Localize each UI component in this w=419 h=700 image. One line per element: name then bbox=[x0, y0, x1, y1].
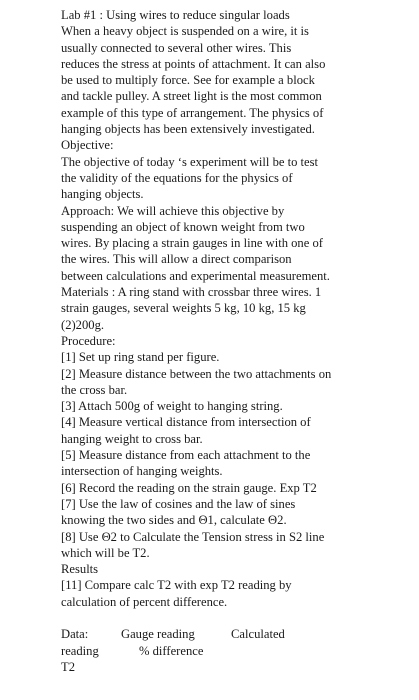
materials-line: Materials : A ring stand with crossbar three wires. 1 bbox=[61, 285, 322, 300]
t2-row-label: T2 bbox=[61, 659, 75, 674]
objective-line: The objective of today ‘s experiment will be to test bbox=[61, 154, 319, 169]
materials-line: (2)200g. bbox=[61, 317, 105, 332]
intro-line: reduces the stress at points of attachment. It can also bbox=[61, 56, 326, 71]
procedure-step: [7] Use the law of cosines and the law of sines bbox=[61, 496, 296, 511]
gauge-reading-header: Gauge reading bbox=[121, 627, 195, 642]
approach-line: Approach: We will achieve this objective by bbox=[61, 203, 285, 218]
procedure-step: [6] Record the reading on the strain gauge. Exp T2 bbox=[61, 480, 317, 495]
approach-line: the wires. This will allow a direct comparison bbox=[61, 252, 292, 267]
intro-line: and tackle pulley. A street light is the most common bbox=[61, 89, 322, 104]
intro-line: be used to multiply force. See for example a block bbox=[61, 73, 315, 88]
procedure-step: [3] Attach 500g of weight to hanging string. bbox=[61, 399, 283, 414]
objective-line: hanging objects. bbox=[61, 187, 144, 202]
procedure-step: the cross bar. bbox=[61, 382, 128, 397]
data-label: Data: bbox=[61, 627, 89, 642]
procedure-heading: Procedure: bbox=[61, 333, 116, 348]
materials-line: strain gauges, several weights 5 kg, 10 kg, 15 kg bbox=[61, 301, 306, 316]
intro-line: example of this type of arrangement. The physics of bbox=[61, 105, 324, 120]
lab-title: Lab #1 : Using wires to reduce singular loads bbox=[61, 8, 290, 22]
intro-line: When a heavy object is suspended on a wire, it is bbox=[61, 24, 309, 39]
percent-difference-header: % difference bbox=[139, 643, 204, 658]
procedure-step: [2] Measure distance between the two attachments on bbox=[61, 366, 332, 381]
calculated-header: Calculated bbox=[231, 627, 285, 642]
procedure-step: knowing the two sides and Θ1, calculate Θ2. bbox=[61, 513, 287, 528]
approach-line: wires. By placing a strain gauges in line with one of bbox=[61, 236, 323, 251]
procedure-step: hanging weight to cross bar. bbox=[61, 431, 203, 446]
procedure-step: [1] Set up ring stand per figure. bbox=[61, 350, 220, 365]
procedure-step: [5] Measure distance from each attachment to the bbox=[61, 448, 311, 463]
blank-line bbox=[61, 610, 411, 626]
intro-line: hanging objects has been extensively investigated. bbox=[61, 122, 315, 137]
procedure-step: [4] Measure vertical distance from intersection of bbox=[61, 415, 311, 430]
data-table-subheader bbox=[61, 643, 411, 659]
reading-label: reading bbox=[61, 643, 99, 658]
results-line: calculation of percent difference. bbox=[61, 594, 228, 609]
intro-line: usually connected to several other wires. This bbox=[61, 40, 292, 55]
procedure-step: [8] Use Θ2 to Calculate the Tension stress in S2 line bbox=[61, 529, 325, 544]
results-line: [11] Compare calc T2 with exp T2 reading by bbox=[61, 578, 292, 593]
lab-document bbox=[61, 7, 411, 675]
data-table-header bbox=[61, 626, 411, 642]
objective-line: the validity of the equations for the physics of bbox=[61, 170, 293, 185]
objective-heading: Objective: bbox=[61, 138, 114, 153]
approach-line: suspending an object of known weight from two bbox=[61, 219, 305, 234]
approach-line: between calculations and experimental measurement. bbox=[61, 268, 330, 283]
procedure-step: which will be T2. bbox=[61, 545, 150, 560]
procedure-step: intersection of hanging weights. bbox=[61, 464, 223, 479]
results-heading: Results bbox=[61, 562, 99, 577]
